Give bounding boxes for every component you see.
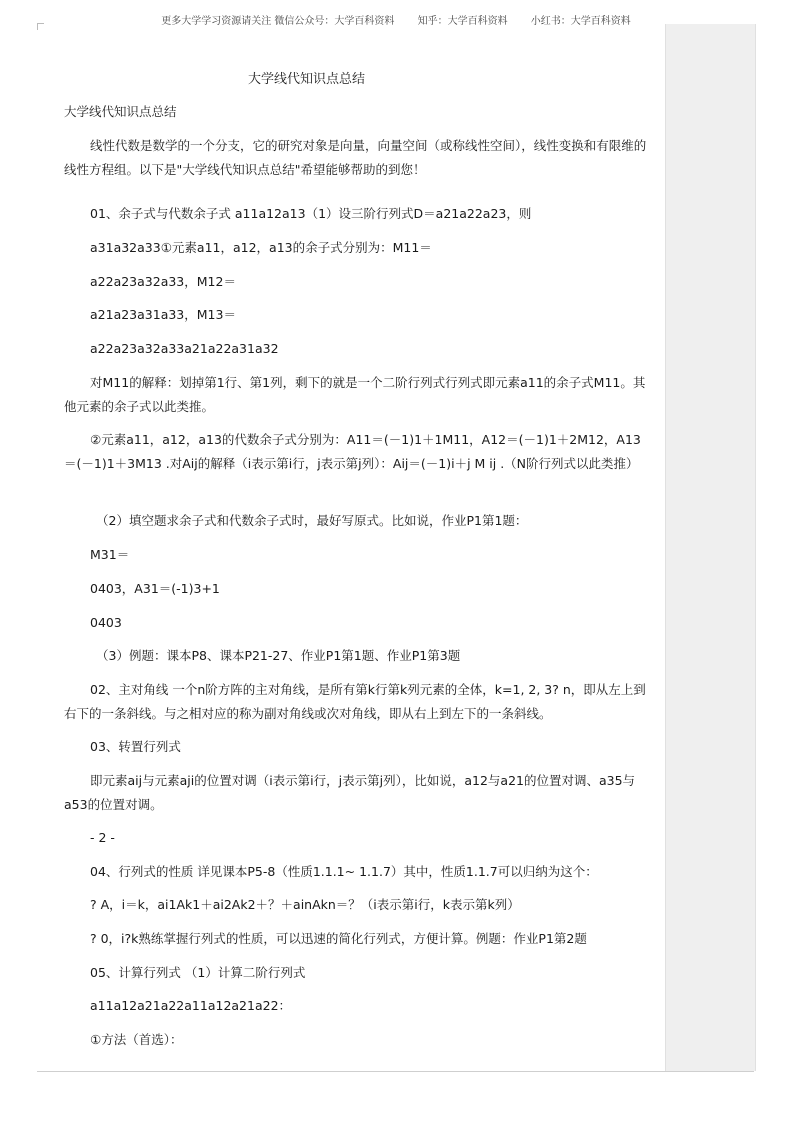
section-01-heading: 01、余子式与代数余子式 a11a12a13（1）设三阶行列式D＝a21a22a23，则: [90, 206, 532, 221]
section-02-paragraph: 02、主对角线 一个n阶方阵的主对角线，是所有第k行第k列元素的全体，k=1, 2, 3? n，即从左上到右下的一条斜线。与之相对应的称为副对角线或次对角线，即从右上到左下的一条斜线。: [64, 682, 646, 721]
header-xiaohongshu-note: 小红书：大学百科资料: [530, 16, 631, 27]
formula-line: a11a12a21a22a11a12a21a22：: [90, 998, 292, 1013]
formula-line: 0403: [90, 615, 122, 630]
section-05-heading: 05、计算行列式 （1）计算二阶行列式: [90, 965, 306, 980]
formula-line: 0403，A31＝(-1)3+1: [90, 581, 220, 596]
header-zhihu-note: 知乎：大学百科资料: [417, 16, 508, 27]
formula-line: a31a32a33①元素a11，a12，a13的余子式分别为：M11＝: [90, 240, 432, 255]
m11-explanation: 对M11的解释：划掉第1行、第1列，剩下的就是一个二阶行列式行列式即元素a11的余子式M11。其他元素的余子式以此类推。: [64, 375, 646, 414]
property-line: ? 0，i?k熟练掌握行列式的性质，可以迅速的简化行列式，方便计算。例题：作业P1第2题: [90, 931, 587, 946]
section-heading: 大学线代知识点总结: [64, 104, 177, 119]
page-bottom-border: [37, 1071, 754, 1072]
formula-line: a22a23a32a33，M12＝: [90, 274, 236, 289]
section-04-heading: 04、行列式的性质 详见课本P5-8（性质1.1.1~ 1.1.7）其中，性质1.1.7可以归纳为这个：: [90, 864, 598, 879]
formula-line: a21a23a31a33，M13＝: [90, 307, 236, 322]
section-03-heading: 03、转置行列式: [90, 739, 181, 754]
side-panel: [665, 24, 756, 1071]
page-title: 大学线代知识点总结: [248, 72, 366, 87]
page-number: - 2 -: [90, 830, 115, 845]
formula-line: a22a23a32a33a21a22a31a32: [90, 341, 279, 356]
intro-paragraph: 线性代数是数学的一个分支，它的研究对象是向量，向量空间（或称线性空间），线性变换和有限维的线性方程组。以下是"大学线代知识点总结"希望能够帮助的到您！: [64, 138, 647, 177]
cofactor-paragraph: ②元素a11，a12，a13的代数余子式分别为：A11＝(－1)1＋1M11，A12＝(－1)1＋2M12，A13＝(－1)1＋3M13 .对Aij的解释（i表示第i行，j表示第j列）：Aij＝(－1)i＋j M ij .（N阶行列式以此类推）: [64, 432, 641, 471]
example-references: （3）例题：课本P8、课本P21-27、作业P1第1题、作业P1第3题: [96, 648, 461, 663]
method-label: ①方法（首选）：: [90, 1032, 183, 1047]
header-wechat-note: 更多大学学习资源请关注 微信公众号：大学百科资料: [161, 16, 395, 27]
fill-in-note: （2）填空题求余子式和代数余子式时，最好写原式。比如说，作业P1第1题：: [96, 513, 528, 528]
property-line: ? A，i＝k，ai1Ak1＋ai2Ak2＋？＋ainAkn＝？（i表示第i行，k表示第k列）: [90, 897, 520, 912]
transpose-paragraph: 即元素aij与元素aji的位置对调（i表示第i行，j表示第j列），比如说，a12与a21的位置对调、a35与a53的位置对调。: [64, 773, 636, 812]
crop-mark: [37, 23, 44, 30]
formula-line: M31＝: [90, 547, 130, 562]
